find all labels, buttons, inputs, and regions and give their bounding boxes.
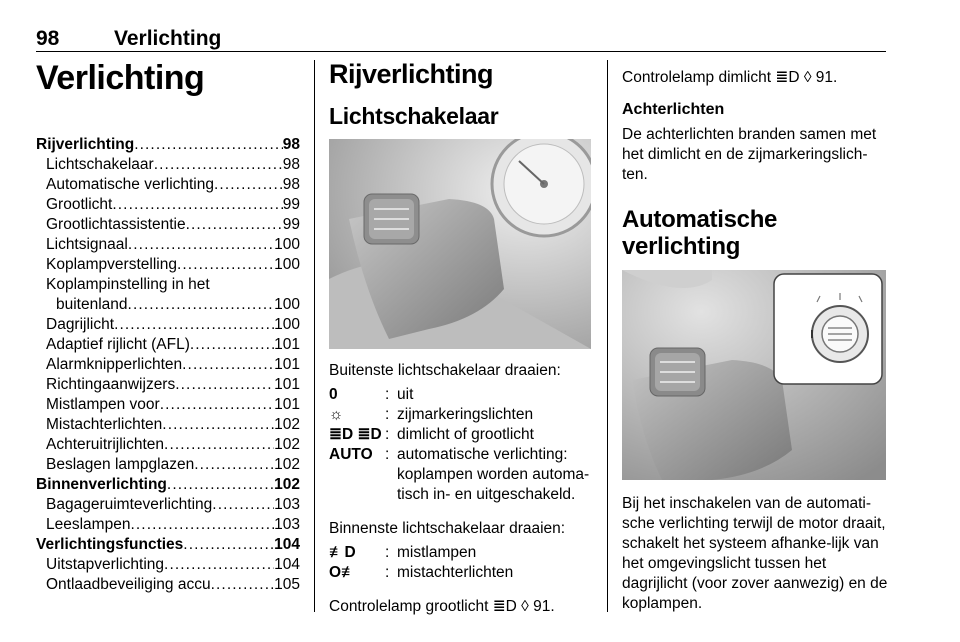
toc-entry[interactable] <box>36 395 300 415</box>
toc-leader-dots <box>164 555 274 575</box>
toc-entry[interactable] <box>36 275 300 295</box>
definition-row <box>329 405 591 425</box>
light-switch-illustration <box>329 139 591 349</box>
toc-entry-page: 100 <box>274 256 300 274</box>
header-title: Verlichting <box>114 27 222 50</box>
definition-row <box>329 445 591 505</box>
toc-entry-title: Achteruitrijlichten <box>46 436 165 454</box>
achterlichten-text: De achterlichten branden samen met het dimlicht en de zijmarkeringslich-ten. <box>622 126 877 184</box>
toc-entry-page: 101 <box>274 396 300 414</box>
toc-entry-page: 103 <box>274 516 300 534</box>
section-title-automatische-verlichting: Automatische verlichting <box>622 206 778 260</box>
toc-entry-page: 99 <box>282 216 300 234</box>
definition-text: mistachterlichten <box>397 563 514 581</box>
inner-switch-definitions <box>329 543 513 583</box>
definition-row <box>329 385 591 405</box>
section-title-rijverlichting: Rijverlichting <box>329 59 494 89</box>
toc-entry[interactable] <box>36 155 300 175</box>
outer-switch-intro: Buitenste lichtschakelaar draaien: <box>329 361 561 379</box>
toc-entry-title: Leeslampen <box>46 516 131 534</box>
toc-entry[interactable] <box>36 575 300 595</box>
definition-separator: : <box>385 543 390 561</box>
toc-entry-page: 101 <box>274 376 300 394</box>
light-symbol-icon: O≢ <box>329 563 357 581</box>
toc-leader-dots <box>186 215 283 235</box>
toc-entry[interactable] <box>36 355 300 375</box>
toc-leader-dots <box>112 195 282 215</box>
toc-entry[interactable] <box>36 255 300 275</box>
toc-leader-dots <box>177 255 274 275</box>
toc-entry[interactable] <box>36 215 300 235</box>
toc-entry[interactable] <box>36 195 300 215</box>
automatische-verlichting-text: Bij het inschakelen van de automati-sche verlichting terwijl de motor draait, schakelt het systeem afhanke-lijk van het omgevingslicht tussen het dagrijlicht (voor zover aanwezig) en de koplampen. <box>622 494 888 612</box>
toc-entry[interactable] <box>36 175 300 195</box>
definition-separator: : <box>385 425 390 443</box>
toc-entry-page: 103 <box>274 496 300 514</box>
toc-entry-page: 98 <box>282 156 300 174</box>
chapter-title: Verlichting <box>36 59 205 97</box>
toc-leader-dots <box>211 575 275 595</box>
definition-text: automatische verlichting: koplampen worden automa-tisch in- en uitgeschakeld. <box>397 445 590 503</box>
toc-leader-dots <box>128 295 275 315</box>
toc-leader-dots <box>134 135 283 155</box>
toc-entry-title: Grootlichtassistentie <box>46 216 186 234</box>
toc-entry[interactable] <box>36 415 300 435</box>
toc-entry[interactable] <box>36 555 300 575</box>
light-symbol-icon: ☼ <box>329 405 344 423</box>
definition-separator: : <box>385 563 390 581</box>
toc-entry-page: 98 <box>282 176 300 194</box>
high-beam-indicator-text: Controlelamp grootlicht ≣D ◊ 91. <box>329 597 555 615</box>
toc-leader-dots <box>164 435 274 455</box>
toc-entry-page: 105 <box>274 576 300 594</box>
light-switch-image <box>329 139 591 349</box>
toc-entry-page: 99 <box>282 196 300 214</box>
toc-entry[interactable] <box>36 535 300 555</box>
toc-leader-dots <box>212 495 274 515</box>
subsection-title-achterlichten: Achterlichten <box>622 101 725 118</box>
toc-entry-title: Binnenverlichting <box>36 476 167 494</box>
inner-switch-intro: Binnenste lichtschakelaar draaien: <box>329 519 566 537</box>
light-symbol-icon: ≣D ≣D <box>329 425 382 443</box>
toc-entry-page: 100 <box>274 236 300 254</box>
toc-entry[interactable] <box>36 375 300 395</box>
toc-entry-title: Bagageruimteverlichting <box>46 496 213 514</box>
toc-leader-dots <box>214 175 283 195</box>
toc-entry-page: 101 <box>274 336 300 354</box>
definition-text: uit <box>397 385 414 403</box>
definition-text: zijmarkeringslichten <box>397 405 534 423</box>
toc-leader-dots <box>194 455 274 475</box>
light-symbol-icon: 0 <box>329 385 338 403</box>
definition-row <box>329 563 513 583</box>
toc-leader-dots <box>114 315 274 335</box>
light-symbol-icon: ≢D <box>329 543 356 561</box>
toc-entry-title: Lichtsignaal <box>46 236 128 254</box>
toc-entry[interactable] <box>36 475 300 495</box>
outer-switch-definitions <box>329 385 591 505</box>
toc-leader-dots <box>154 155 283 175</box>
toc-leader-dots <box>183 535 274 555</box>
toc-entry[interactable] <box>36 495 300 515</box>
toc-leader-dots <box>167 475 274 495</box>
toc-entry-title: Mistlampen voor <box>46 396 160 414</box>
toc-leader-dots <box>182 355 274 375</box>
toc-leader-dots <box>162 415 274 435</box>
toc-entry-page: 102 <box>274 476 300 494</box>
toc-leader-dots <box>130 515 274 535</box>
page-number: 98 <box>36 27 60 50</box>
toc-entry-title: Automatische verlichting <box>46 176 214 194</box>
toc-entry-title: Koplampinstelling in het <box>46 276 210 294</box>
header-rule <box>36 51 886 52</box>
toc-entry-page: 102 <box>274 416 300 434</box>
toc-entry-title: Rijverlichting <box>36 136 135 154</box>
toc-entry-title: Ontlaadbeveiliging accu <box>46 576 211 594</box>
toc-entry-title: Beslagen lampglazen <box>46 456 195 474</box>
page-header <box>36 27 886 51</box>
auto-light-image <box>622 270 886 480</box>
column-divider-1 <box>314 60 315 612</box>
toc-leader-dots <box>190 335 274 355</box>
toc-entry-page: 102 <box>274 456 300 474</box>
column-toc <box>36 60 300 595</box>
toc-entry-page: 100 <box>274 296 300 314</box>
definition-row <box>329 543 513 563</box>
toc-entry-title: Verlichtingsfuncties <box>36 536 184 554</box>
subsection-title-lichtschakelaar: Lichtschakelaar <box>329 102 499 129</box>
toc-entry[interactable] <box>36 455 300 475</box>
toc-entry-page: 98 <box>282 136 300 154</box>
toc-entry[interactable] <box>36 335 300 355</box>
toc-entry-page: 102 <box>274 436 300 454</box>
definition-text: dimlicht of grootlicht <box>397 425 534 443</box>
toc-entry[interactable] <box>36 135 300 155</box>
toc-entry-title: Dagrijlicht <box>46 316 115 334</box>
column-divider-2 <box>607 60 608 612</box>
toc-entry-title: Adaptief rijlicht (AFL) <box>46 336 190 354</box>
toc-entry[interactable] <box>36 435 300 455</box>
toc-entry-title: Lichtschakelaar <box>46 156 154 174</box>
toc-entry-title: Mistachterlichten <box>46 416 163 434</box>
low-beam-indicator-text: Controlelamp dimlicht ≣D ◊ 91. <box>622 69 838 86</box>
toc-entry-title: Koplampverstelling <box>46 256 177 274</box>
toc-entry-title: buitenland <box>56 296 128 314</box>
toc-entry-title: Richtingaanwijzers <box>46 376 176 394</box>
toc-entry[interactable] <box>36 235 300 255</box>
auto-light-illustration <box>622 270 886 480</box>
column-rijverlichting <box>329 60 591 617</box>
column-automatische-verlichting <box>622 60 888 614</box>
toc-entry-title: Uitstapverlichting <box>46 556 165 574</box>
toc-entry-page: 101 <box>274 356 300 374</box>
toc-entry[interactable] <box>36 295 300 315</box>
definition-separator: : <box>385 385 390 403</box>
toc-entry-title: Alarmknipperlichten <box>46 356 183 374</box>
toc-leader-dots <box>160 395 274 415</box>
definition-separator: : <box>385 445 390 463</box>
definition-text: mistlampen <box>397 543 477 561</box>
toc-entry-page: 100 <box>274 316 300 334</box>
toc-leader-dots <box>175 375 274 395</box>
table-of-contents <box>36 135 300 595</box>
definition-separator: : <box>385 405 390 423</box>
toc-entry-page: 104 <box>274 556 300 574</box>
toc-entry[interactable] <box>36 315 300 335</box>
toc-entry-title: Grootlicht <box>46 196 113 214</box>
definition-row <box>329 425 591 445</box>
toc-entry[interactable] <box>36 515 300 535</box>
light-symbol-icon: AUTO <box>329 445 373 463</box>
toc-entry-page: 104 <box>274 536 300 554</box>
toc-leader-dots <box>128 235 274 255</box>
